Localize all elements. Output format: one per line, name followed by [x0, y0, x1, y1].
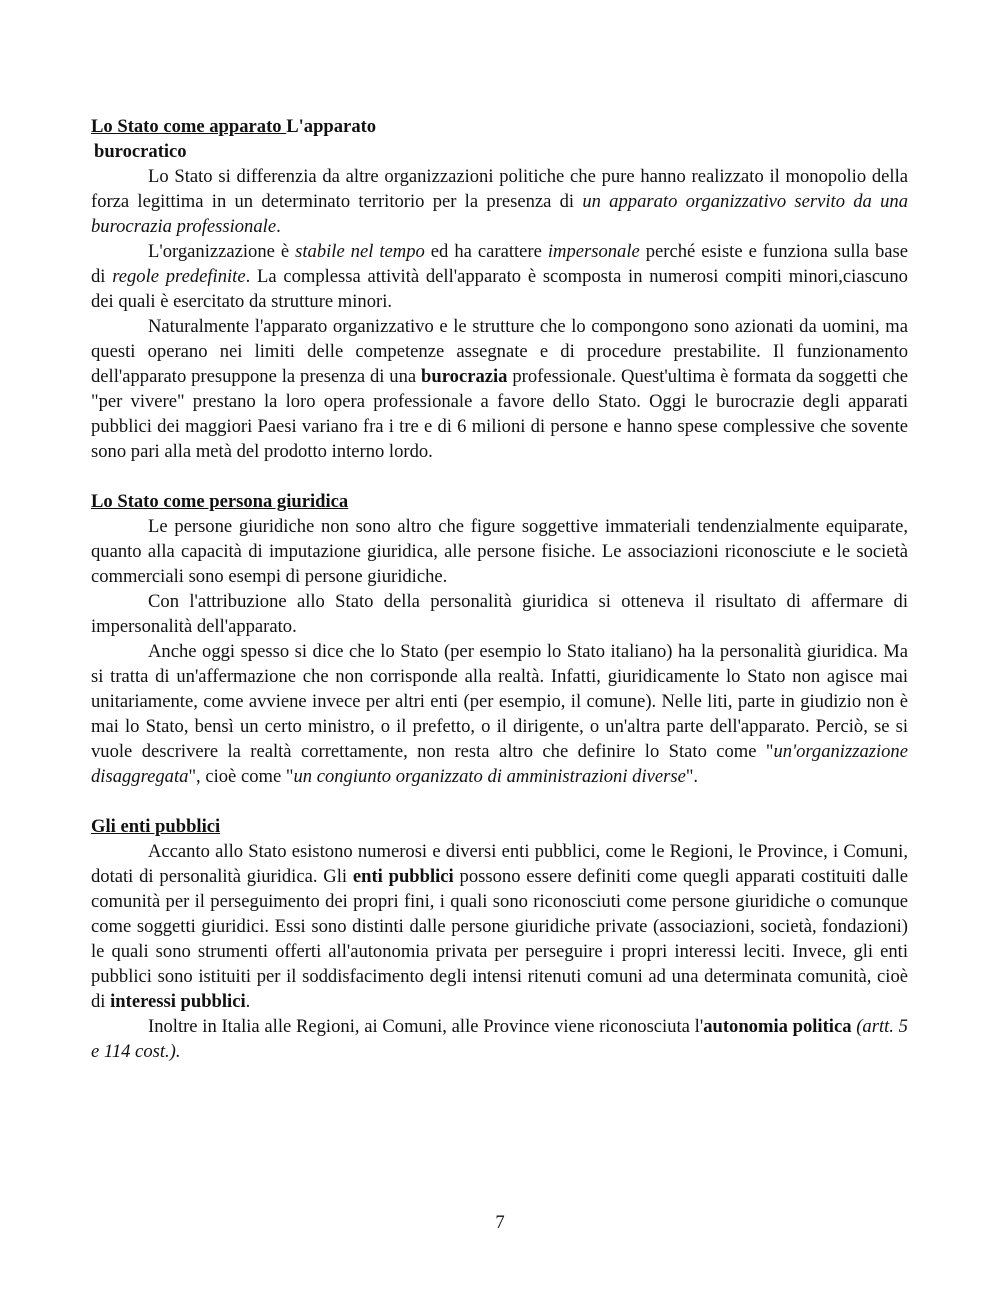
text: . La complessa attività dell'apparato è scomposta in numerosi compiti minori,ciascuno dei quali è esercitato da strutture minori. — [91, 266, 908, 312]
paragraph: Con l'attribuzione allo Stato della personalità giuridica si otteneva il risultato di affermare di impersonalità dell'apparato. — [91, 591, 908, 637]
paragraph — [91, 239, 908, 314]
heading-part: L'apparato — [286, 116, 377, 137]
italic-text: un congiunto organizzato di amministrazioni diverse — [293, 766, 686, 787]
text: perché esiste e funziona sulla base di — [91, 241, 908, 287]
section-heading-apparato-cont: burocratico — [94, 141, 187, 162]
bold-text: burocrazia — [421, 366, 508, 387]
bold-text: autonomia politica — [703, 1016, 852, 1037]
page-number: 7 — [495, 1212, 505, 1233]
text: Accanto allo Stato esistono numerosi e diversi enti pubblici, come le Regioni, le Province, i Comuni, dotati di personalità giuridica. Gli — [91, 841, 908, 887]
text: professionale. Quest'ultima è formata da soggetti che "per vivere" prestano la loro opera professionale a favore dello Stato. Oggi le burocrazie degli apparati pubblici dei maggiori Paesi variano fra i tre e di 6 milioni di persone e hanno spese complessive che sovente sono pari alla metà del prodotto interno lordo. — [91, 366, 909, 462]
paragraph — [91, 314, 908, 464]
text: ", cioè come " — [188, 766, 294, 787]
text: ". — [685, 766, 699, 787]
paragraph — [91, 839, 908, 1014]
text: Naturalmente l'apparato organizzativo e le strutture che lo compongono sono azionati da uomini, ma questi operano nei limiti delle competenze assegnate e di procedure prestabilite. Il funzionamento dell'apparato presuppone la presenza di una — [91, 316, 908, 387]
section-heading-persona-giuridica: Lo Stato come persona giuridica — [91, 491, 349, 512]
paragraph — [91, 164, 908, 239]
paragraph — [91, 1014, 908, 1064]
paragraph: Le persone giuridiche non sono altro che figure soggettive immateriali tendenzialmente equiparate, quanto alla capacità di imputazione giuridica, alle persone fisiche. Le associazioni riconosciute e le società commerciali sono esempi di persone giuridiche. — [91, 516, 908, 587]
italic-text: regole predefinite — [112, 266, 246, 287]
text: Anche oggi spesso si dice che lo Stato (per esempio lo Stato italiano) ha la personalità giuridica. Ma si tratta di un'affermazione che non corrisponde alla realtà. Infatti, giuridicamente lo Stato non agisce mai unitariamente, come avviene invece per altri enti (per esempio, il comune). Nelle liti, parte in giudizio non è mai lo Stato, bensì un certo ministro, o il prefetto, o il dirigente, o un'altra parte dell'apparato. Perciò, se si vuole descrivere la realtà correttamente, non resta altro che definire lo Stato come " — [91, 641, 908, 762]
italic-text: stabile nel tempo — [295, 241, 425, 262]
italic-text: impersonale — [547, 241, 640, 262]
text: . — [245, 991, 251, 1012]
bold-text: interessi pubblici — [110, 991, 246, 1012]
text: L'organizzazione è — [148, 241, 296, 262]
text: . — [276, 216, 281, 237]
text: ed ha carattere — [424, 241, 548, 262]
section-heading-enti-pubblici: Gli enti pubblici — [91, 816, 221, 837]
document-page — [91, 114, 908, 1064]
text: possono essere definiti come quegli apparati costituiti dalle comunità per il perseguimento dei propri fini, i quali sono riconosciuti come persone giuridiche o comunque come soggetti giuridici. Essi sono distinti dalle persone giuridiche private (associazioni, società, fondazioni) le quali sono strumenti offerti all'autonomia privata per perseguire i propri interessi leciti. Invece, gli enti pubblici sono istituiti per il soddisfacimento degli intensi ritenuti comuni ad una determinata comunità, cioè di — [91, 866, 909, 1012]
italic-text: un apparato organizzativo servito da una burocrazia professionale — [91, 191, 908, 237]
italic-text: (artt. 5 e 114 cost.). — [91, 1016, 908, 1062]
section-heading-apparato — [91, 114, 908, 139]
text: Lo Stato si differenzia da altre organizzazioni politiche che pure hanno realizzato il monopolio della forza legittima in un determinato territorio per la presenza di — [91, 166, 908, 212]
text: Inoltre in Italia alle Regioni, ai Comuni, alle Province viene riconosciuta l' — [148, 1016, 704, 1037]
paragraph — [91, 639, 908, 789]
bold-text: enti pubblici — [352, 866, 454, 887]
italic-text: un'organizzazione disaggregata — [91, 741, 908, 787]
heading-underlined-part: Lo Stato come apparato — [91, 116, 287, 137]
